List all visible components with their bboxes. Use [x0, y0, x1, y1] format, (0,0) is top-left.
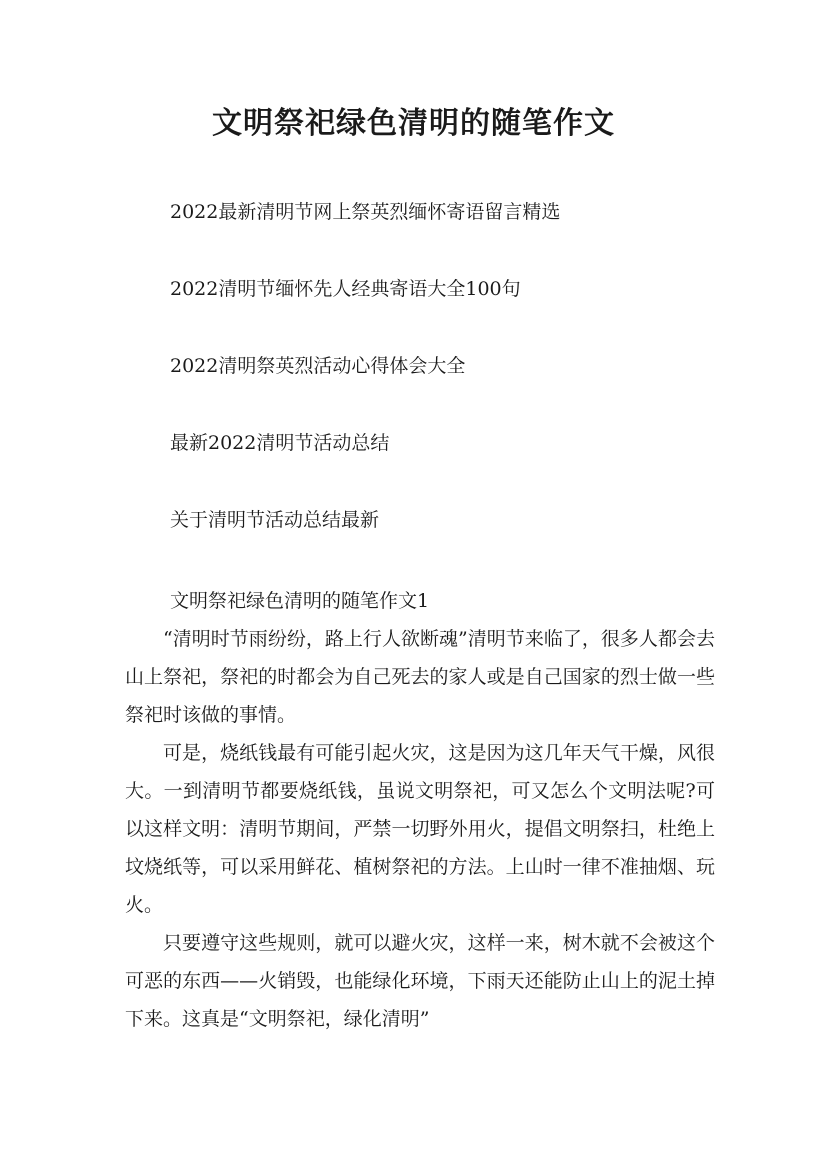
related-link[interactable]: 2022清明祭英烈活动心得体会大全	[170, 355, 466, 377]
paragraph: 只要遵守这些规则，就可以避火灾，这样一来，树木就不会被这个可恶的东西——火销毁，也能绿化环境，下雨天还能防止山上的泥土掉下来。这真是“文明祭祀，绿化清明”	[125, 932, 715, 1030]
related-link[interactable]: 最新2022清明节活动总结	[170, 432, 390, 454]
paragraph: 可是，烧纸钱最有可能引起火灾，这是因为这几年天气干燥，风很大。一到清明节都要烧纸钱，虽说文明祭祀，可又怎么个文明法呢?可以这样文明：清明节期间，严禁一切野外用火，提倡文明祭扫，杜绝上坟烧纸等，可以采用鲜花、植树祭祀的方法。上山时一律不准抽烟、玩火。	[125, 742, 715, 916]
article-body	[125, 582, 715, 1038]
related-links-list	[170, 192, 560, 577]
related-link[interactable]: 关于清明节活动总结最新	[170, 509, 380, 531]
related-link[interactable]: 2022最新清明节网上祭英烈缅怀寄语留言精选	[170, 201, 561, 223]
related-link[interactable]: 2022清明节缅怀先人经典寄语大全100句	[170, 278, 521, 300]
document-title: 文明祭祀绿色清明的随笔作文	[212, 106, 615, 141]
paragraph: “清明时节雨纷纷，路上行人欲断魂”清明节来临了，很多人都会去山上祭祀，祭祀的时都会为自己死去的家人或是自己国家的烈士做一些祭祀时该做的事情。	[125, 628, 715, 726]
section-heading: 文明祭祀绿色清明的随笔作文1	[170, 590, 430, 612]
